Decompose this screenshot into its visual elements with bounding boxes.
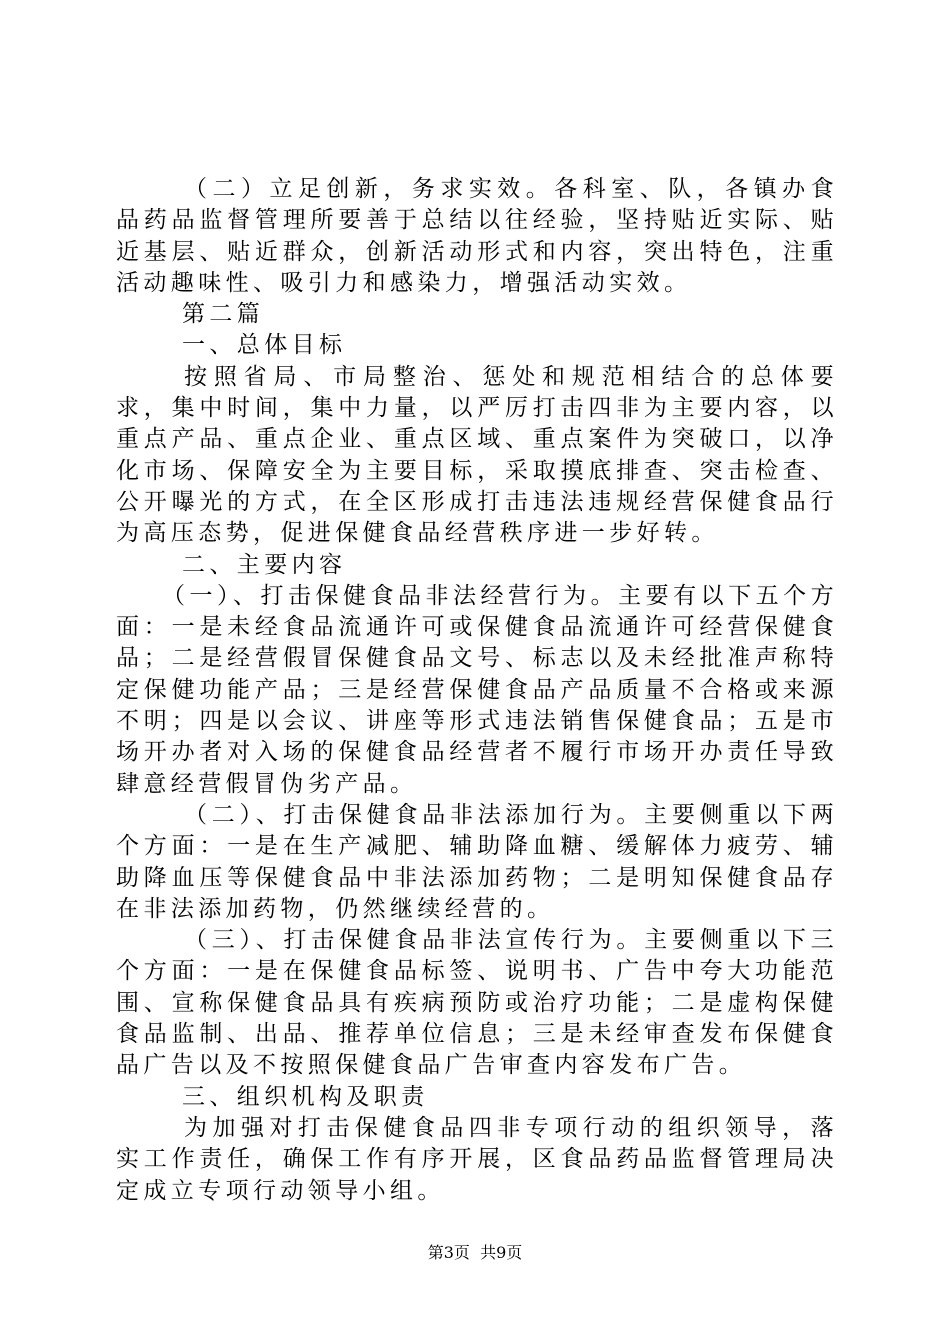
page-footer (0, 1243, 950, 1263)
paragraph-illegal-advertising: （三）、打击保健食品非法宣传行为。主要侧重以下三个方面：一是在保健食品标签、说明书、广告中夸大功能范围、宣称保健食品具有疾病预防或治疗功能；二是虚构保健食品监制、出品、推荐单位信息；三是未经审查发布保健食品广告以及不按照保健食品广告审查内容发布广告。 (116, 927, 838, 1079)
paragraph-organization: 为加强对打击保健食品四非专项行动的组织领导，落实工作责任，确保工作有序开展，区食品药品监督管理局决定成立专项行动领导小组。 (116, 1114, 838, 1204)
section-heading-overall-goal: 一、总体目标 (182, 332, 347, 359)
paragraph-illegal-operation: （一）、打击保健食品非法经营行为。主要有以下五个方面：一是未经食品流通许可或保健食品流通许可经营保健食品；二是经营假冒保健食品文号、标志以及未经批准声称特定保健功能产品；三是经营保健食品产品质量不合格或来源不明；四是以会议、讲座等形式违法销售保健食品；五是市场开办者对入场的保健食品经营者不履行市场开办责任导致肆意经营假冒伪劣产品。 (116, 582, 838, 797)
page-number-label: 第3页 共9页 (427, 1243, 523, 1262)
section-heading-part-two: 第二篇 (182, 301, 265, 328)
paragraph-innovation: （二）立足创新，务求实效。各科室、队，各镇办食品药品监督管理所要善于总结以往经验，坚持贴近实际、贴近基层、贴近群众，创新活动形式和内容，突出特色，注重活动趣味性、吸引力和感染力，增强活动实效。 (116, 176, 838, 296)
paragraph-overall-goal: 按照省局、市局整治、惩处和规范相结合的总体要求，集中时间，集中力量，以严厉打击四非为主要内容，以重点产品、重点企业、重点区域、重点案件为突破口，以净化市场、保障安全为主要目标，采取摸底排查、突击检查、公开曝光的方式，在全区形成打击违法违规经营保健食品行为高压态势，促进保健食品经营秩序进一步好转。 (116, 363, 838, 547)
section-heading-main-content: 二、主要内容 (182, 551, 347, 578)
paragraph-illegal-additives: （二）、打击保健食品非法添加行为。主要侧重以下两个方面：一是在生产减肥、辅助降血糖、缓解体力疲劳、辅助降血压等保健食品中非法添加药物；二是明知保健食品存在非法添加药物，仍然继续经营的。 (116, 801, 838, 922)
section-heading-organization: 三、组织机构及职责 (182, 1083, 429, 1110)
document-body (116, 174, 838, 1207)
